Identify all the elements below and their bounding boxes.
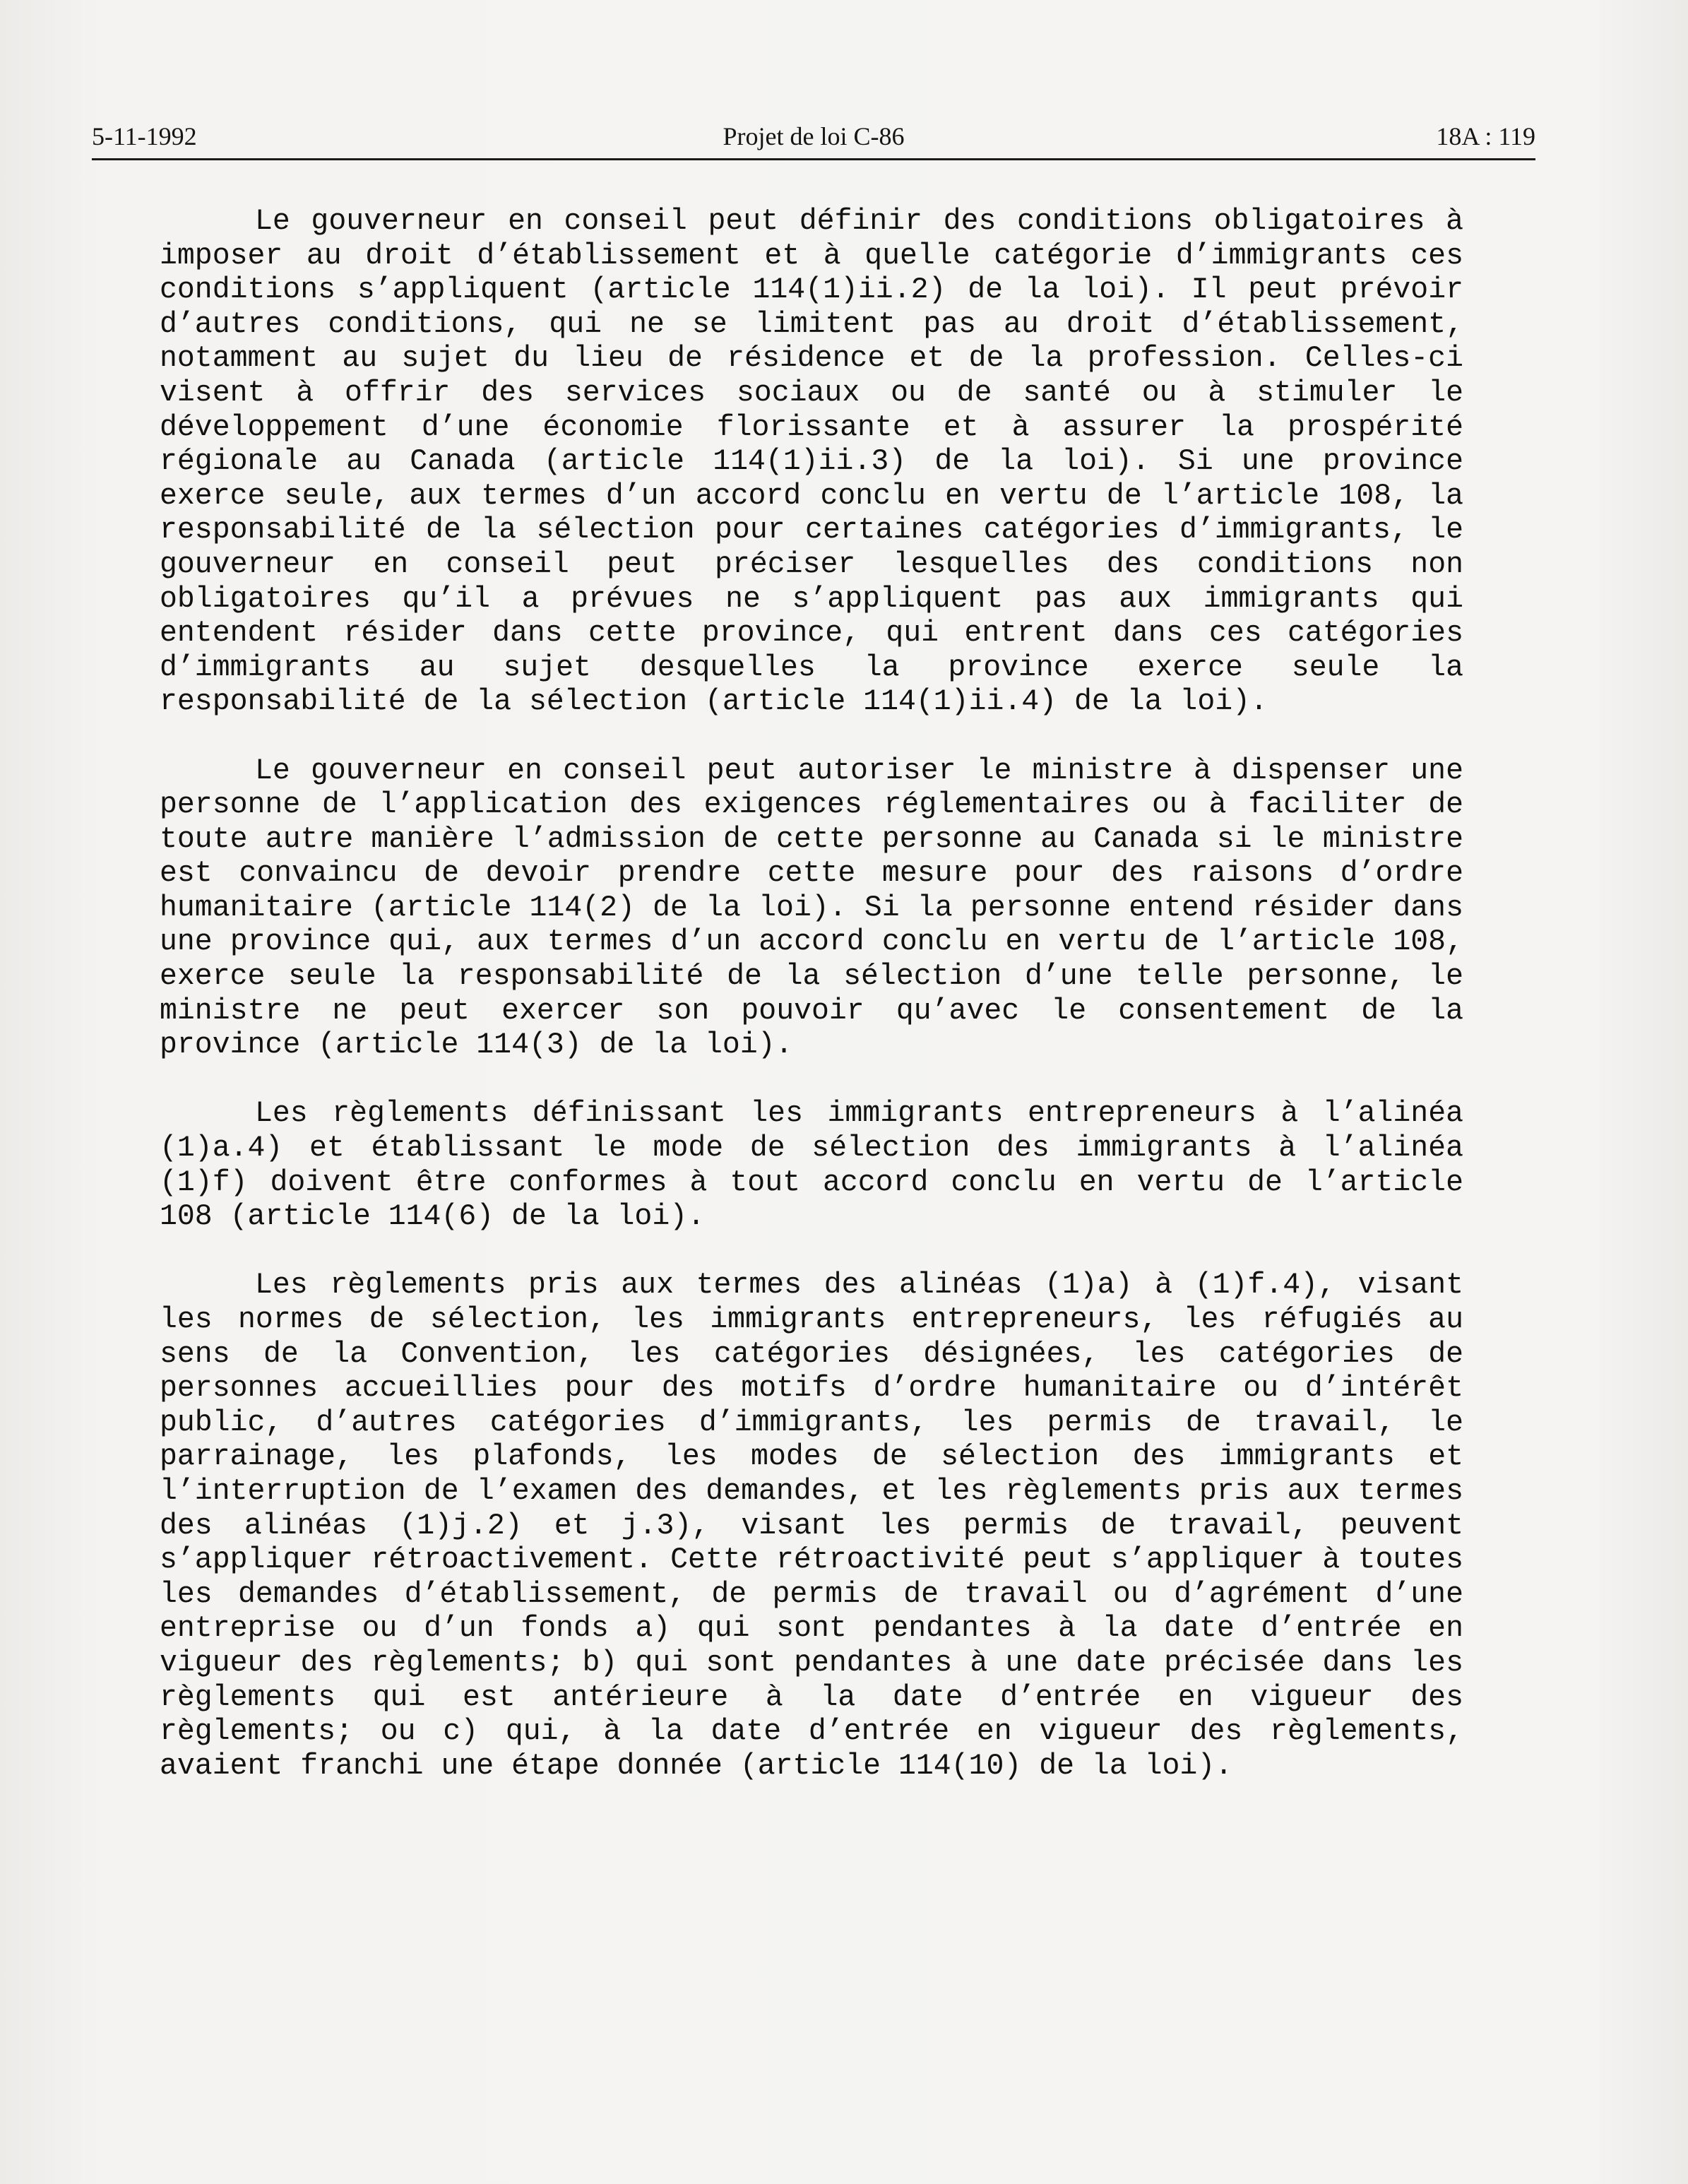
page-header (92, 119, 1535, 160)
paragraph-conditions: Le gouverneur en conseil peut définir des conditions obligatoires à imposer au droit d’établissement et à quelle catégorie d’immigrants ces conditions s’appliquent (article 114(1)ii.2) de la loi). Il peut prévoir d’autres conditions, qui ne se limitent pas au droit d’établissement, notamment au sujet du lieu de résidence et de la profession. Celles-ci visent à offrir des services sociaux ou de santé ou à stimuler le développement d’une économie florissante et à assurer la prospérité régionale au Canada (article 114(1)ii.3) de la loi). Si une province exerce seule, aux termes d’un accord conclu en vertu de l’article 108, la responsabilité de la sélection pour certaines catégories d’immigrants, le gouverneur en conseil peut préciser lesquelles des conditions non obligatoires qu’il a prévues ne s’appliquent pas aux immigrants qui entendent résider dans cette province, qui entrent dans ces catégories d’immigrants au sujet desquelles la province exerce seule la responsabilité de la sélection (article 114(1)ii.4) de la loi). (160, 205, 1463, 719)
paragraph-retroactivity: Les règlements pris aux termes des alinéas (1)a) à (1)f.4), visant les normes de sélection, les immigrants entrepreneurs, les réfugiés au sens de la Convention, les catégories désignées, les catégories de personnes accueillies pour des motifs d’ordre humanitaire ou d’intérêt public, d’autres catégories d’immigrants, les permis de travail, le parrainage, les plafonds, les modes de sélection des immigrants et l’interruption de l’examen des demandes, et les règlements pris aux termes des alinéas (1)j.2) et j.3), visant les permis de travail, peuvent s’appliquer rétroactivement. Cette rétroactivité peut s’appliquer à toutes les demandes d’établissement, de permis de travail ou d’agrément d’une entreprise ou d’un fonds a) qui sont pendantes à la date d’entrée en vigueur des règlements; b) qui sont pendantes à une date précisée dans les règlements qui est antérieure à la date d’entrée en vigueur des règlements; ou c) qui, à la date d’entrée en vigueur des règlements, avaient franchi une étape donnée (article 114(10) de la loi). (160, 1269, 1463, 1783)
paragraph-humanitarian-exemption: Le gouverneur en conseil peut autoriser le ministre à dispenser une personne de l’application des exigences réglementaires ou à faciliter de toute autre manière l’admission de cette personne au Canada si le ministre est convaincu de devoir prendre cette mesure pour des raisons d’ordre humanitaire (article 114(2) de la loi). Si la personne entend résider dans une province qui, aux termes d’un accord conclu en vertu de l’article 108, exerce seule la responsabilité de la sélection d’une telle personne, le ministre ne peut exercer son pouvoir qu’avec le consentement de la province (article 114(3) de la loi). (160, 754, 1463, 1062)
body-text (160, 205, 1463, 1784)
paragraph-entrepreneur-regulations: Les règlements définissant les immigrants entrepreneurs à l’alinéa (1)a.4) et établissant le mode de sélection des immigrants à l’alinéa (1)f) doivent être conformes à tout accord conclu en vertu de l’article 108 (article 114(6) de la loi). (160, 1097, 1463, 1234)
header-page-number: 18A : 119 (1436, 122, 1535, 150)
header-date: 5-11-1992 (92, 122, 197, 150)
header-title: Projet de loi C-86 (723, 122, 905, 150)
